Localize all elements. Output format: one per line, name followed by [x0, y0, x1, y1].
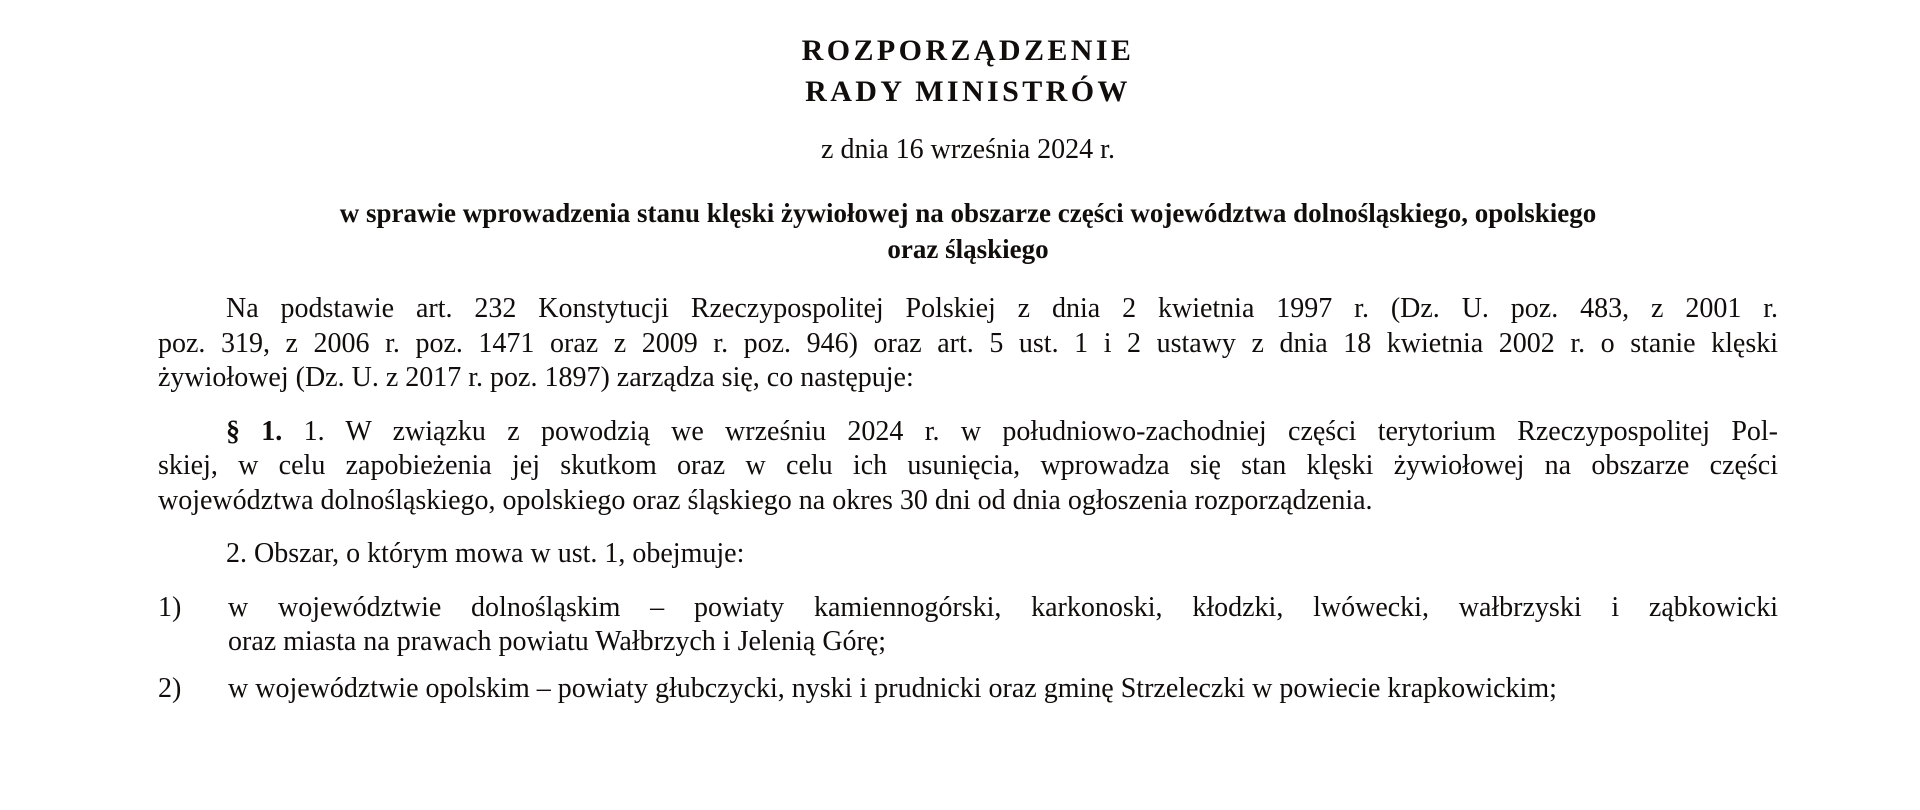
list-item-text	[228, 591, 1778, 660]
paragraph-line: Na podstawie art. 232 Konstytucji Rzeczypospolitej Polskiej z dnia 2 kwietnia 1997 r. (Dz. U. poz. 483, z 2001 r.	[226, 293, 1778, 324]
document-title-line-1: ROZPORZĄDZENIE	[801, 34, 1135, 67]
paragraph-line: 2. Obszar, o którym mowa w ust. 1, obejmuje:	[226, 538, 745, 569]
list-item-line: oraz miasta na prawach powiatu Wałbrzych i Jelenią Górę;	[228, 626, 887, 657]
document-subject-line-1: w sprawie wprowadzenia stanu klęski żywiołowej na obszarze części województwa dolnośląskiego, opolskiego	[339, 198, 1597, 228]
paragraph-section-1-point-2	[158, 537, 1778, 572]
document-body	[158, 267, 1778, 706]
list-item	[158, 672, 1778, 707]
paragraph-line: żywiołowej (Dz. U. z 2017 r. poz. 1897) zarządza się, co następuje:	[158, 362, 914, 393]
list-item-marker: 1)	[158, 591, 182, 623]
document-content	[158, 0, 1778, 706]
enumerated-list	[158, 572, 1778, 707]
list-item	[158, 591, 1778, 660]
list-item-text	[228, 672, 1778, 707]
paragraph-line: skiej, w celu zapobieżenia jej skutkom oraz w celu ich usunięcia, wprowadza się stan klęski żywiołowej na obszarze części	[158, 450, 1778, 481]
paragraph-line-text: 1. W związku z powodzią we wrześniu 2024 r. w południowo-zachodniej części terytorium Rzeczypospolitej Pol-	[282, 415, 1779, 447]
paragraph-line: województwa dolnośląskiego, opolskiego oraz śląskiego na okres 30 dni od dnia ogłoszenia rozporządzenia.	[158, 484, 1373, 516]
paragraph-legal-basis	[158, 292, 1778, 396]
paragraph-line: poz. 319, z 2006 r. poz. 1471 oraz z 2009 r. poz. 946) oraz art. 5 ust. 1 i 2 ustawy z dnia 18 kwietnia 2002 r. o stanie klęski	[158, 327, 1778, 359]
document-title-line-2: RADY MINISTRÓW	[805, 75, 1131, 108]
list-item-marker: 2)	[158, 672, 182, 704]
paragraph-line	[158, 415, 1778, 450]
document-subject	[158, 167, 1778, 267]
document-date: z dnia 16 września 2024 r.	[821, 134, 1115, 165]
section-marker: § 1.	[226, 415, 283, 447]
list-item-line: w województwie dolnośląskim – powiaty kamiennogórski, karkonoski, kłodzki, lwówecki, wałbrzyski i ząbkowicki	[228, 591, 1778, 623]
list-item-line: w województwie opolskim – powiaty głubczycki, nyski i prudnicki oraz gminę Strzeleczki w powiecie krapkowickim;	[228, 672, 1557, 704]
document-title	[158, 0, 1778, 112]
document-subject-line-2: oraz śląskiego	[887, 234, 1049, 264]
paragraph-section-1-point-1	[158, 415, 1778, 519]
